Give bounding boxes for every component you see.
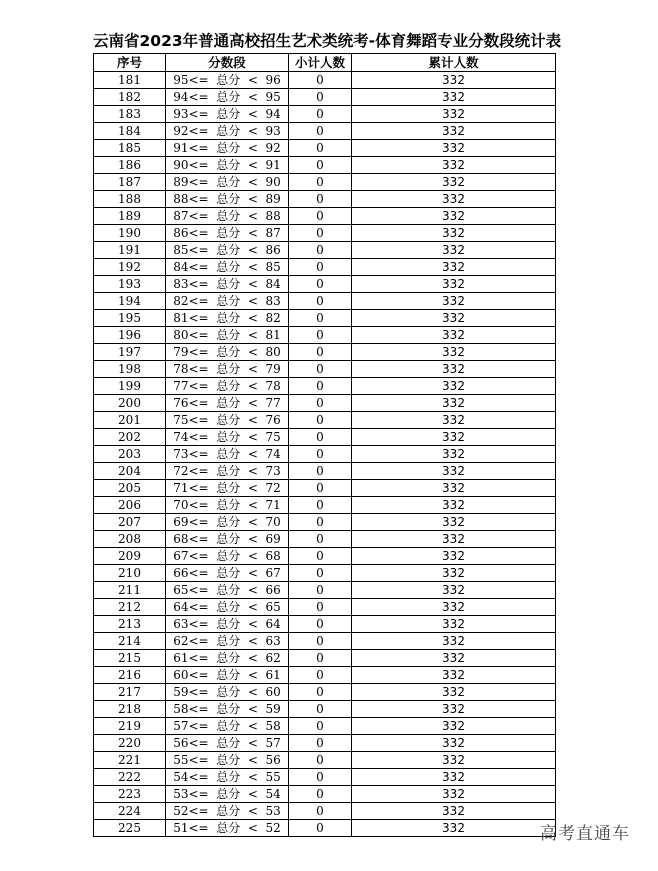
cell-cumulative: 332 (352, 310, 556, 327)
cell-serial: 193 (94, 276, 166, 293)
cell-cumulative: 332 (352, 582, 556, 599)
cell-score-range: 82<= 总分 < 83 (166, 293, 289, 310)
cell-score-range: 90<= 总分 < 91 (166, 157, 289, 174)
cell-score-range: 78<= 总分 < 79 (166, 361, 289, 378)
cell-cumulative: 332 (352, 497, 556, 514)
cell-cumulative: 332 (352, 72, 556, 89)
cell-serial: 182 (94, 89, 166, 106)
table-row (94, 463, 556, 480)
cell-cumulative: 332 (352, 718, 556, 735)
table-row (94, 242, 556, 259)
cell-serial: 215 (94, 650, 166, 667)
table-row (94, 548, 556, 565)
cell-cumulative: 332 (352, 225, 556, 242)
cell-cumulative: 332 (352, 446, 556, 463)
cell-score-range: 69<= 总分 < 70 (166, 514, 289, 531)
cell-subtotal: 0 (289, 225, 352, 242)
cell-score-range: 92<= 总分 < 93 (166, 123, 289, 140)
table-row (94, 446, 556, 463)
cell-serial: 191 (94, 242, 166, 259)
cell-score-range: 80<= 总分 < 81 (166, 327, 289, 344)
cell-subtotal: 0 (289, 786, 352, 803)
cell-score-range: 64<= 总分 < 65 (166, 599, 289, 616)
cell-serial: 207 (94, 514, 166, 531)
cell-subtotal: 0 (289, 89, 352, 106)
cell-serial: 194 (94, 293, 166, 310)
table-row (94, 497, 556, 514)
table-row (94, 106, 556, 123)
cell-score-range: 52<= 总分 < 53 (166, 803, 289, 820)
cell-score-range: 71<= 总分 < 72 (166, 480, 289, 497)
cell-cumulative: 332 (352, 344, 556, 361)
cell-score-range: 53<= 总分 < 54 (166, 786, 289, 803)
cell-cumulative: 332 (352, 293, 556, 310)
cell-serial: 212 (94, 599, 166, 616)
cell-subtotal: 0 (289, 327, 352, 344)
cell-subtotal: 0 (289, 803, 352, 820)
cell-score-range: 54<= 总分 < 55 (166, 769, 289, 786)
cell-cumulative: 332 (352, 395, 556, 412)
cell-score-range: 95<= 总分 < 96 (166, 72, 289, 89)
cell-cumulative: 332 (352, 633, 556, 650)
header-serial: 序号 (94, 54, 166, 72)
cell-score-range: 76<= 总分 < 77 (166, 395, 289, 412)
cell-cumulative: 332 (352, 174, 556, 191)
cell-serial: 209 (94, 548, 166, 565)
cell-score-range: 68<= 总分 < 69 (166, 531, 289, 548)
table-row (94, 701, 556, 718)
cell-cumulative: 332 (352, 429, 556, 446)
cell-subtotal: 0 (289, 463, 352, 480)
table-row (94, 310, 556, 327)
score-distribution-table (93, 53, 556, 837)
cell-cumulative: 332 (352, 276, 556, 293)
cell-subtotal: 0 (289, 633, 352, 650)
cell-score-range: 72<= 总分 < 73 (166, 463, 289, 480)
cell-cumulative: 332 (352, 667, 556, 684)
cell-cumulative: 332 (352, 412, 556, 429)
cell-cumulative: 332 (352, 378, 556, 395)
table-row (94, 378, 556, 395)
cell-subtotal: 0 (289, 378, 352, 395)
header-score-range: 分数段 (166, 54, 289, 72)
cell-score-range: 51<= 总分 < 52 (166, 820, 289, 837)
cell-score-range: 57<= 总分 < 58 (166, 718, 289, 735)
cell-serial: 216 (94, 667, 166, 684)
cell-subtotal: 0 (289, 106, 352, 123)
cell-serial: 198 (94, 361, 166, 378)
cell-subtotal: 0 (289, 480, 352, 497)
cell-cumulative: 332 (352, 752, 556, 769)
cell-score-range: 83<= 总分 < 84 (166, 276, 289, 293)
cell-serial: 204 (94, 463, 166, 480)
cell-serial: 210 (94, 565, 166, 582)
cell-subtotal: 0 (289, 429, 352, 446)
cell-cumulative: 332 (352, 735, 556, 752)
cell-subtotal: 0 (289, 752, 352, 769)
table-row (94, 327, 556, 344)
cell-serial: 200 (94, 395, 166, 412)
table-row (94, 72, 556, 89)
table-row (94, 582, 556, 599)
cell-cumulative: 332 (352, 701, 556, 718)
page-title: 云南省2023年普通高校招生艺术类统考-体育舞蹈专业分数段统计表 (93, 32, 562, 50)
cell-subtotal: 0 (289, 514, 352, 531)
cell-score-range: 93<= 总分 < 94 (166, 106, 289, 123)
cell-score-range: 88<= 总分 < 89 (166, 191, 289, 208)
cell-cumulative: 332 (352, 514, 556, 531)
cell-subtotal: 0 (289, 616, 352, 633)
table-row (94, 89, 556, 106)
cell-score-range: 61<= 总分 < 62 (166, 650, 289, 667)
cell-score-range: 79<= 总分 < 80 (166, 344, 289, 361)
cell-subtotal: 0 (289, 769, 352, 786)
cell-serial: 206 (94, 497, 166, 514)
cell-serial: 195 (94, 310, 166, 327)
cell-subtotal: 0 (289, 701, 352, 718)
cell-score-range: 87<= 总分 < 88 (166, 208, 289, 225)
cell-subtotal: 0 (289, 276, 352, 293)
table-row (94, 259, 556, 276)
cell-score-range: 85<= 总分 < 86 (166, 242, 289, 259)
table-row (94, 803, 556, 820)
cell-subtotal: 0 (289, 667, 352, 684)
table-row (94, 667, 556, 684)
table-row (94, 361, 556, 378)
cell-serial: 188 (94, 191, 166, 208)
cell-serial: 223 (94, 786, 166, 803)
cell-serial: 192 (94, 259, 166, 276)
cell-cumulative: 332 (352, 191, 556, 208)
table-row (94, 191, 556, 208)
cell-subtotal: 0 (289, 820, 352, 837)
table-row (94, 769, 556, 786)
cell-serial: 185 (94, 140, 166, 157)
cell-subtotal: 0 (289, 531, 352, 548)
cell-score-range: 86<= 总分 < 87 (166, 225, 289, 242)
cell-cumulative: 332 (352, 531, 556, 548)
cell-subtotal: 0 (289, 72, 352, 89)
table-row (94, 786, 556, 803)
cell-cumulative: 332 (352, 123, 556, 140)
cell-subtotal: 0 (289, 174, 352, 191)
cell-serial: 205 (94, 480, 166, 497)
cell-serial: 218 (94, 701, 166, 718)
cell-cumulative: 332 (352, 208, 556, 225)
table-row (94, 412, 556, 429)
cell-score-range: 58<= 总分 < 59 (166, 701, 289, 718)
cell-score-range: 94<= 总分 < 95 (166, 89, 289, 106)
cell-score-range: 56<= 总分 < 57 (166, 735, 289, 752)
cell-serial: 196 (94, 327, 166, 344)
cell-score-range: 65<= 总分 < 66 (166, 582, 289, 599)
cell-cumulative: 332 (352, 616, 556, 633)
cell-serial: 187 (94, 174, 166, 191)
cell-serial: 181 (94, 72, 166, 89)
cell-cumulative: 332 (352, 769, 556, 786)
table-row (94, 140, 556, 157)
table-row (94, 684, 556, 701)
cell-subtotal: 0 (289, 293, 352, 310)
table-row (94, 718, 556, 735)
cell-serial: 222 (94, 769, 166, 786)
cell-serial: 184 (94, 123, 166, 140)
cell-subtotal: 0 (289, 259, 352, 276)
cell-subtotal: 0 (289, 242, 352, 259)
cell-subtotal: 0 (289, 548, 352, 565)
cell-cumulative: 332 (352, 650, 556, 667)
cell-serial: 217 (94, 684, 166, 701)
cell-cumulative: 332 (352, 140, 556, 157)
header-cumulative: 累计人数 (352, 54, 556, 72)
cell-subtotal: 0 (289, 361, 352, 378)
table-row (94, 735, 556, 752)
table-row (94, 650, 556, 667)
table-row (94, 514, 556, 531)
table-row (94, 208, 556, 225)
table-row (94, 531, 556, 548)
cell-score-range: 67<= 总分 < 68 (166, 548, 289, 565)
table-row (94, 752, 556, 769)
cell-cumulative: 332 (352, 599, 556, 616)
cell-subtotal: 0 (289, 735, 352, 752)
watermark-text: 高考直通车 (540, 824, 630, 844)
cell-cumulative: 332 (352, 548, 556, 565)
cell-score-range: 63<= 总分 < 64 (166, 616, 289, 633)
cell-cumulative: 332 (352, 463, 556, 480)
cell-subtotal: 0 (289, 412, 352, 429)
cell-subtotal: 0 (289, 191, 352, 208)
cell-cumulative: 332 (352, 259, 556, 276)
cell-subtotal: 0 (289, 395, 352, 412)
cell-serial: 186 (94, 157, 166, 174)
cell-subtotal: 0 (289, 344, 352, 361)
cell-cumulative: 332 (352, 684, 556, 701)
table-row (94, 174, 556, 191)
cell-serial: 220 (94, 735, 166, 752)
cell-cumulative: 332 (352, 786, 556, 803)
table-header-row (94, 54, 556, 72)
cell-serial: 201 (94, 412, 166, 429)
cell-score-range: 55<= 总分 < 56 (166, 752, 289, 769)
table-row (94, 565, 556, 582)
cell-score-range: 66<= 总分 < 67 (166, 565, 289, 582)
header-subtotal: 小计人数 (289, 54, 352, 72)
cell-score-range: 73<= 总分 < 74 (166, 446, 289, 463)
cell-score-range: 77<= 总分 < 78 (166, 378, 289, 395)
cell-score-range: 84<= 总分 < 85 (166, 259, 289, 276)
cell-subtotal: 0 (289, 684, 352, 701)
cell-subtotal: 0 (289, 310, 352, 327)
cell-cumulative: 332 (352, 480, 556, 497)
cell-serial: 199 (94, 378, 166, 395)
cell-serial: 224 (94, 803, 166, 820)
cell-subtotal: 0 (289, 718, 352, 735)
cell-serial: 213 (94, 616, 166, 633)
cell-score-range: 75<= 总分 < 76 (166, 412, 289, 429)
table-row (94, 344, 556, 361)
cell-score-range: 70<= 总分 < 71 (166, 497, 289, 514)
cell-cumulative: 332 (352, 803, 556, 820)
cell-cumulative: 332 (352, 242, 556, 259)
cell-serial: 225 (94, 820, 166, 837)
cell-subtotal: 0 (289, 140, 352, 157)
table-row (94, 820, 556, 837)
cell-serial: 203 (94, 446, 166, 463)
cell-score-range: 81<= 总分 < 82 (166, 310, 289, 327)
cell-subtotal: 0 (289, 123, 352, 140)
cell-serial: 189 (94, 208, 166, 225)
cell-serial: 190 (94, 225, 166, 242)
cell-subtotal: 0 (289, 650, 352, 667)
cell-subtotal: 0 (289, 599, 352, 616)
cell-cumulative: 332 (352, 565, 556, 582)
cell-cumulative: 332 (352, 157, 556, 174)
table-row (94, 225, 556, 242)
cell-score-range: 60<= 总分 < 61 (166, 667, 289, 684)
cell-serial: 214 (94, 633, 166, 650)
cell-serial: 219 (94, 718, 166, 735)
cell-score-range: 91<= 总分 < 92 (166, 140, 289, 157)
cell-serial: 183 (94, 106, 166, 123)
table-row (94, 429, 556, 446)
table-row (94, 276, 556, 293)
table-row (94, 123, 556, 140)
cell-score-range: 89<= 总分 < 90 (166, 174, 289, 191)
cell-serial: 197 (94, 344, 166, 361)
cell-score-range: 74<= 总分 < 75 (166, 429, 289, 446)
cell-cumulative: 332 (352, 361, 556, 378)
cell-serial: 211 (94, 582, 166, 599)
table-row (94, 293, 556, 310)
cell-score-range: 62<= 总分 < 63 (166, 633, 289, 650)
cell-subtotal: 0 (289, 446, 352, 463)
cell-serial: 208 (94, 531, 166, 548)
table-row (94, 157, 556, 174)
cell-cumulative: 332 (352, 820, 556, 837)
table-row (94, 599, 556, 616)
cell-cumulative: 332 (352, 327, 556, 344)
cell-score-range: 59<= 总分 < 60 (166, 684, 289, 701)
cell-subtotal: 0 (289, 582, 352, 599)
cell-subtotal: 0 (289, 565, 352, 582)
table-row (94, 480, 556, 497)
cell-subtotal: 0 (289, 157, 352, 174)
table-row (94, 395, 556, 412)
cell-serial: 221 (94, 752, 166, 769)
cell-subtotal: 0 (289, 208, 352, 225)
cell-subtotal: 0 (289, 497, 352, 514)
table-row (94, 616, 556, 633)
table-row (94, 633, 556, 650)
cell-cumulative: 332 (352, 89, 556, 106)
cell-serial: 202 (94, 429, 166, 446)
cell-cumulative: 332 (352, 106, 556, 123)
